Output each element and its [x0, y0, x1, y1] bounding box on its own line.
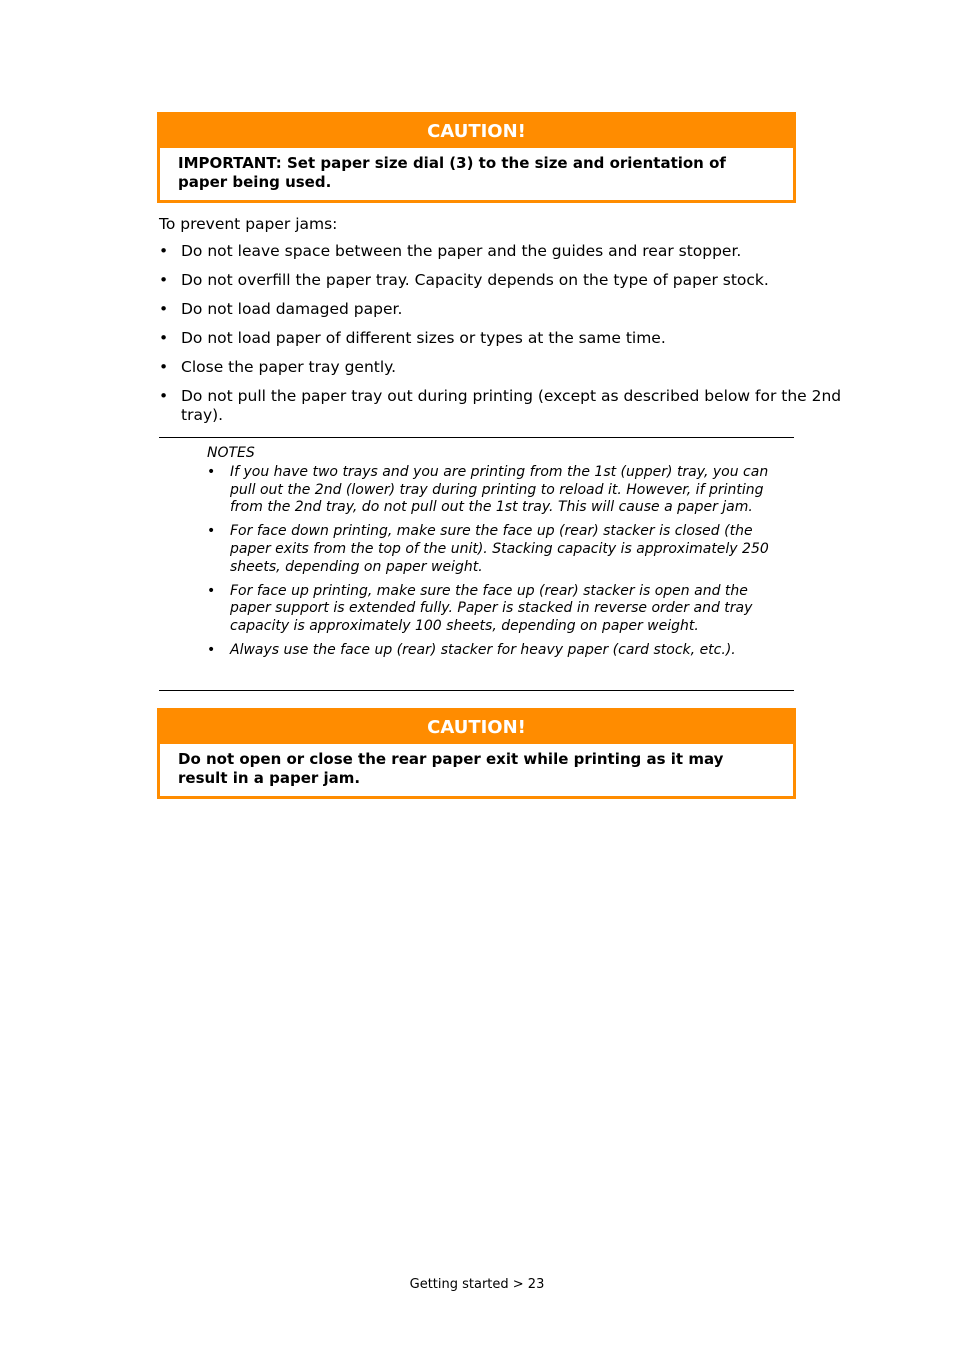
- note-item: [207, 464, 777, 517]
- list-item-text: Do not overfill the paper tray. Capacity depends on the type of paper stock.: [181, 271, 769, 289]
- list-item-text: Close the paper tray gently.: [181, 358, 397, 376]
- note-text: If you have two trays and you are printing from the 1st (upper) tray, you can pull out the 2nd (lower) tray during printing to reload it. However, if printing from the 2nd tray, do not pull out the 1st tray. This will cause a paper jam.: [230, 463, 769, 516]
- note-item: [207, 642, 777, 660]
- notes-divider-bottom: [159, 690, 794, 691]
- list-item: [159, 387, 849, 425]
- notes-list: [207, 464, 777, 660]
- note-item: [207, 583, 777, 636]
- bullet-icon: •: [207, 641, 216, 658]
- note-text: Always use the face up (rear) stacker for heavy paper (card stock, etc.).: [230, 641, 736, 658]
- bullet-icon: •: [159, 387, 169, 405]
- caution-header: CAUTION!: [160, 711, 793, 744]
- bullet-icon: •: [207, 582, 216, 599]
- note-text: For face down printing, make sure the face up (rear) stacker is closed (the paper exits from the top of the unit). Stacking capacity is approximately 250 sheets, depending on paper weight.: [230, 523, 769, 575]
- caution-text: Do not open or close the rear paper exit while printing as it may result in a paper jam.: [178, 750, 724, 787]
- caution-text: IMPORTANT: Set paper size dial (3) to the size and orientation of paper being used.: [178, 154, 726, 191]
- notes-section: [207, 445, 777, 666]
- list-item: [159, 300, 849, 319]
- prevention-list: [159, 242, 849, 435]
- list-item: [159, 271, 849, 290]
- caution-header: CAUTION!: [160, 115, 793, 148]
- notes-divider-top: [159, 437, 794, 438]
- caution-box-rear-exit: [157, 708, 796, 799]
- notes-title: NOTES: [207, 445, 255, 461]
- bullet-icon: •: [159, 329, 169, 347]
- page-footer: Getting started > 23: [409, 1277, 545, 1292]
- caution-box-paper-size: [157, 112, 796, 203]
- bullet-icon: •: [159, 358, 169, 376]
- list-item-text: Do not leave space between the paper and the guides and rear stopper.: [181, 242, 742, 260]
- intro-text: To prevent paper jams:: [159, 215, 338, 233]
- list-item-text: Do not load paper of different sizes or types at the same time.: [181, 329, 666, 347]
- bullet-icon: •: [159, 300, 169, 318]
- bullet-icon: •: [207, 463, 216, 480]
- list-item: [159, 242, 849, 261]
- list-item-text: Do not load damaged paper.: [181, 300, 403, 318]
- bullet-icon: •: [159, 242, 169, 260]
- note-item: [207, 523, 777, 576]
- list-item: [159, 329, 849, 348]
- list-item-text: Do not pull the paper tray out during printing (except as described below for the 2nd tray).: [181, 387, 842, 424]
- bullet-icon: •: [159, 271, 169, 289]
- bullet-icon: •: [207, 523, 216, 540]
- list-item: [159, 358, 849, 377]
- note-text: For face up printing, make sure the face up (rear) stacker is open and the paper support is extended fully. Paper is stacked in reverse order and tray capacity is approximately 100 sheets, depending on paper weight.: [230, 582, 753, 635]
